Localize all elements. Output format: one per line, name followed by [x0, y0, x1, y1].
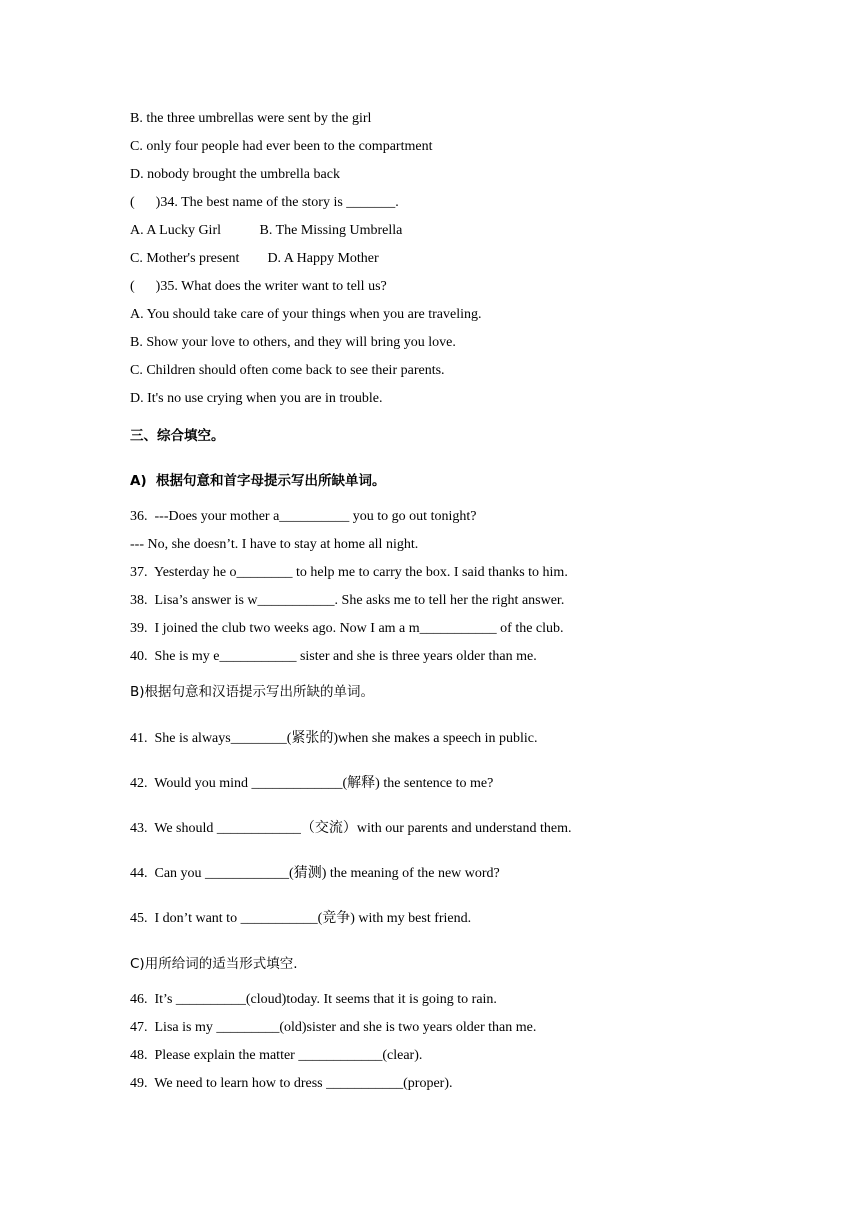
section-heading: 三、综合填空。 [130, 428, 225, 444]
answer-line: --- No, she doesn’t. I have to stay at home all night. [130, 537, 419, 552]
subsection-heading-b: B)根据句意和汉语提示写出所缺的单词。 [130, 684, 375, 700]
question-35: ( )35. What does the writer want to tell us? [130, 279, 387, 294]
question-49: 49. We need to learn how to dress ___________(proper). [130, 1076, 453, 1091]
question-37: 37. Yesterday he o________ to help me to carry the box. I said thanks to him. [130, 565, 568, 580]
question-43: 43. We should ____________（交流）with our parents and understand them. [130, 821, 572, 836]
question-41: 41. She is always________(紧张的)when she makes a speech in public. [130, 731, 538, 746]
option-line: C. only four people had ever been to the compartment [130, 139, 433, 154]
question-38: 38. Lisa’s answer is w___________. She asks me to tell her the right answer. [130, 593, 565, 608]
option-line: A. A Lucky Girl B. The Missing Umbrella [130, 223, 403, 238]
question-46: 46. It’s __________(cloud)today. It seems that it is going to rain. [130, 992, 497, 1007]
option-line: A. You should take care of your things when you are traveling. [130, 307, 482, 322]
subsection-heading-c: C)用所给词的适当形式填空. [130, 956, 298, 972]
question-45: 45. I don’t want to ___________(竞争) with my best friend. [130, 911, 472, 926]
question-40: 40. She is my e___________ sister and she is three years older than me. [130, 649, 537, 664]
option-line: B. Show your love to others, and they will bring you love. [130, 335, 456, 350]
option-line: D. It's no use crying when you are in trouble. [130, 391, 383, 406]
question-44: 44. Can you ____________(猜测) the meaning of the new word? [130, 866, 500, 881]
question-34: ( )34. The best name of the story is _______. [130, 195, 399, 210]
question-36: 36. ---Does your mother a__________ you to go out tonight? [130, 509, 477, 524]
option-line: B. the three umbrellas were sent by the girl [130, 111, 372, 126]
question-48: 48. Please explain the matter ____________(clear). [130, 1048, 423, 1063]
option-line: D. nobody brought the umbrella back [130, 167, 340, 182]
question-39: 39. I joined the club two weeks ago. Now I am a m___________ of the club. [130, 621, 564, 636]
question-47: 47. Lisa is my _________(old)sister and she is two years older than me. [130, 1020, 537, 1035]
subsection-heading-a: A) 根据句意和首字母提示写出所缺单词。 [130, 473, 386, 489]
question-42: 42. Would you mind _____________(解释) the sentence to me? [130, 776, 494, 791]
option-line: C. Children should often come back to see their parents. [130, 363, 445, 378]
option-line: C. Mother's present D. A Happy Mother [130, 251, 379, 266]
